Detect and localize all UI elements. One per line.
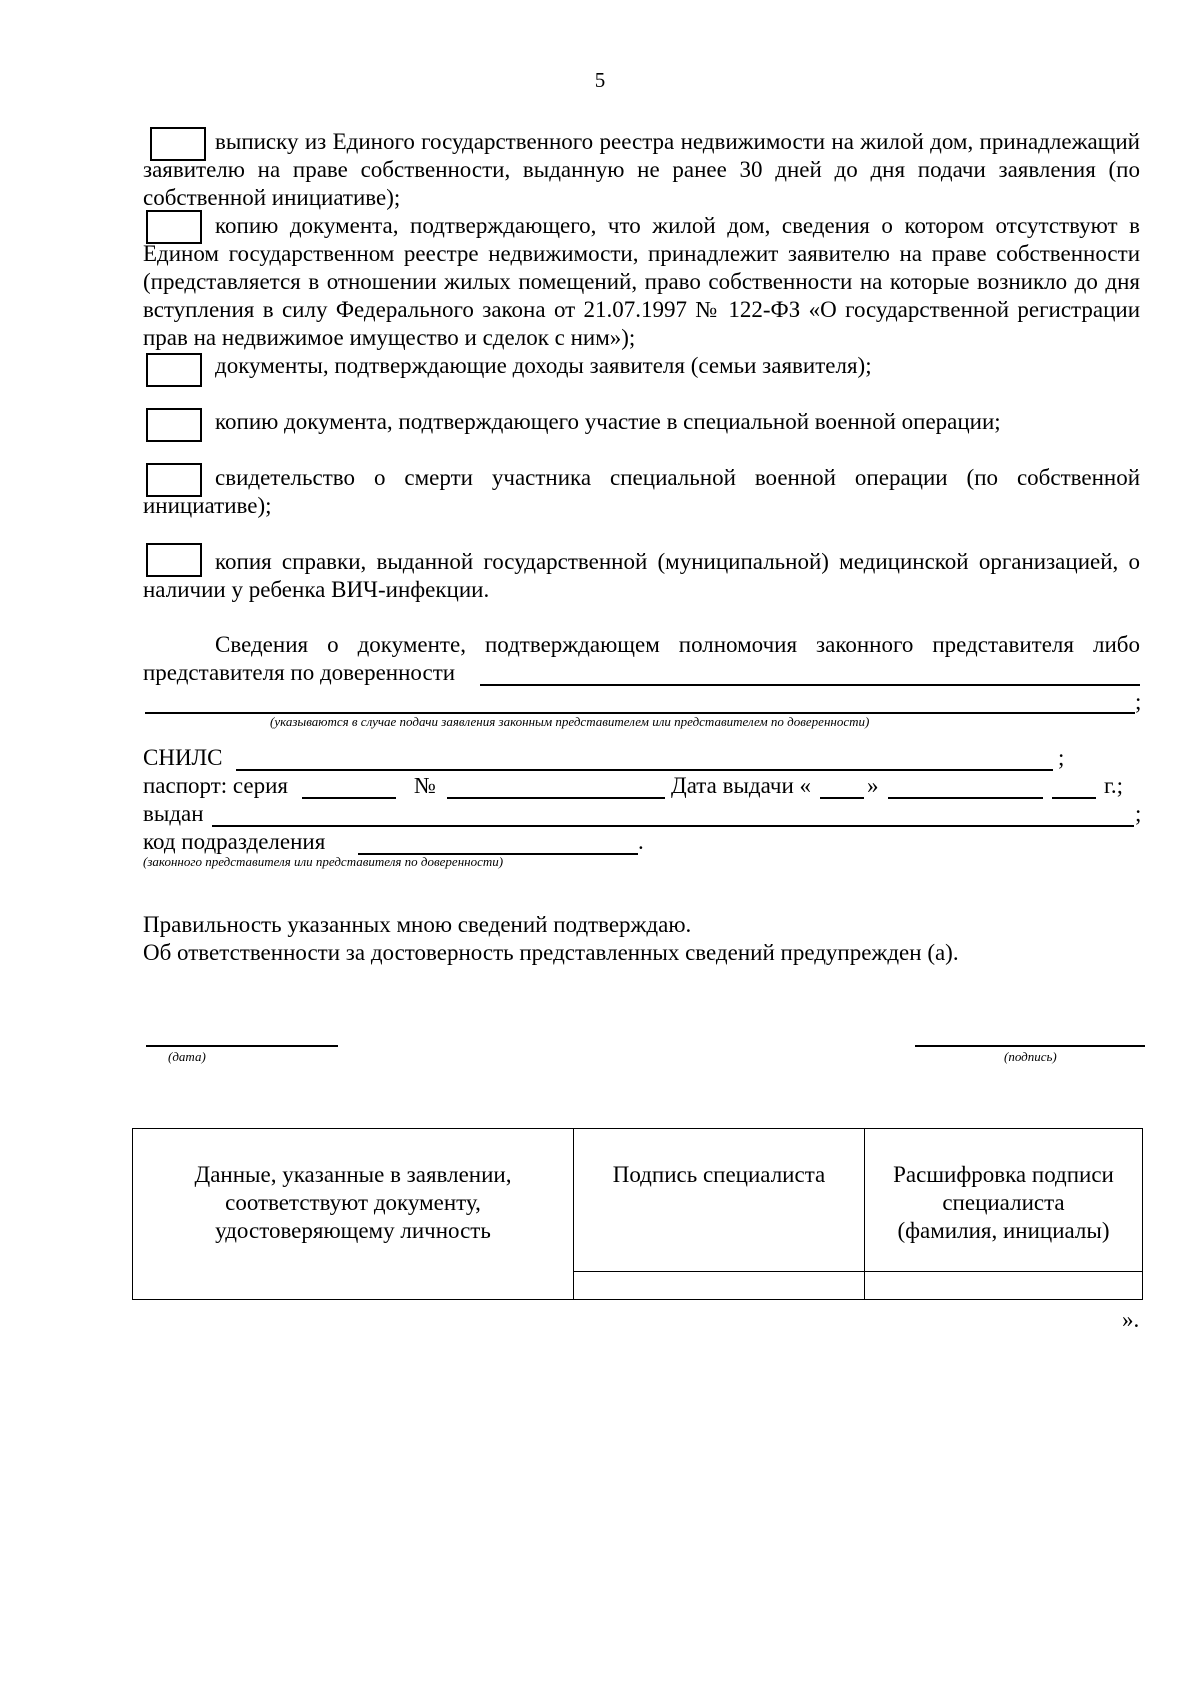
issue-year-field[interactable] — [1052, 797, 1096, 799]
snils-label: СНИЛС — [143, 745, 223, 770]
closing-quote: ». — [1122, 1307, 1140, 1332]
specialist-name-cell[interactable] — [865, 1272, 1143, 1300]
representative-document-field[interactable] — [480, 684, 1140, 686]
item-text: свидетельство о смерти участника специальной военной операции (по собственной инициативе); — [143, 465, 1140, 518]
list-item — [143, 352, 1140, 380]
item-text: копия справки, выданной государственной (муниципальной) медицинской организацией, о наличии у ребенка ВИЧ-инфекции. — [143, 549, 1140, 602]
division-code-label: код подразделения — [143, 829, 326, 854]
passport-series-label: паспорт: серия — [143, 773, 289, 798]
snils-field[interactable] — [236, 769, 1053, 771]
specialist-name-header — [865, 1129, 1143, 1272]
issued-by-field[interactable] — [212, 825, 1134, 827]
issued-by-end: ; — [1135, 801, 1142, 826]
passport-series-field[interactable] — [302, 797, 396, 799]
verification-line-1: Данные, указанные в заявлении, — [194, 1162, 512, 1187]
issue-day-close: » — [867, 773, 879, 798]
division-code-end: . — [638, 829, 644, 854]
signature-field[interactable] — [915, 1045, 1145, 1047]
representative-line-2: представителя по доверенности — [143, 660, 456, 685]
specialist-name-line-3: (фамилия, инициалы) — [897, 1218, 1110, 1243]
date-hint: (дата) — [168, 1049, 206, 1064]
representative-hint: (указываются в случае подачи заявления законным представителем или представителем по доверенности) — [270, 714, 870, 729]
page-number: 5 — [594, 68, 606, 92]
list-item — [143, 464, 1140, 520]
confirmation-line-2: Об ответственности за достоверность представленных сведений предупрежден (а). — [143, 940, 959, 965]
verification-line-2: соответствуют документу, — [225, 1190, 481, 1215]
signature-hint: (подпись) — [1004, 1049, 1057, 1064]
verification-line-3: удостоверяющему личность — [215, 1218, 491, 1243]
representative-end: ; — [1135, 689, 1142, 714]
confirmation-line-1: Правильность указанных мною сведений подтверждаю. — [143, 912, 692, 937]
list-item — [143, 212, 1140, 352]
passport-number-field[interactable] — [447, 797, 665, 799]
item-text: копию документа, подтверждающего, что жилой дом, сведения о котором отсутствуют в Едином государственном реестре недвижимости, принадлежит заявителю на праве собственности (представляется в отношении жилых помещений, право собственности на которые возникло до дня вступления в силу Федерального закона от 21.07.1997 № 122-ФЗ «О государственной регистрации прав на недвижимое имущество и сделок с ним»); — [143, 213, 1140, 350]
specialist-signature-label: Подпись специалиста — [612, 1162, 826, 1187]
issue-date-label: Дата выдачи « — [671, 773, 812, 798]
list-item — [143, 128, 1140, 212]
list-item — [143, 408, 1140, 436]
representative-line-1: Сведения о документе, подтверждающем полномочия законного представителя либо — [215, 632, 1140, 657]
specialist-name-line-1: Расшифровка подписи — [893, 1162, 1114, 1187]
issue-day-field[interactable] — [820, 797, 864, 799]
issued-by-label: выдан — [143, 801, 204, 826]
item-text: копию документа, подтверждающего участие в специальной военной операции; — [215, 409, 1001, 434]
list-item — [143, 548, 1140, 604]
snils-end: ; — [1058, 745, 1065, 770]
specialist-signature-header — [574, 1129, 865, 1272]
date-field[interactable] — [146, 1045, 338, 1047]
representative-fields-hint: (законного представителя или представителя по доверенности) — [143, 854, 504, 869]
specialist-signature-cell[interactable] — [574, 1272, 865, 1300]
passport-number-label: № — [414, 773, 436, 798]
item-text: выписку из Единого государственного реестра недвижимости на жилой дом, принадлежащий заявителю на праве собственности, выданную не ранее 30 дней до дня подачи заявления (по собственной инициативе); — [143, 129, 1140, 210]
specialist-name-line-2: специалиста — [942, 1190, 1065, 1215]
specialist-table — [132, 1128, 1143, 1300]
issue-year-label: г.; — [1104, 773, 1123, 798]
issue-month-field[interactable] — [888, 797, 1043, 799]
verification-cell — [133, 1129, 574, 1300]
item-text: документы, подтверждающие доходы заявителя (семьи заявителя); — [215, 353, 872, 378]
